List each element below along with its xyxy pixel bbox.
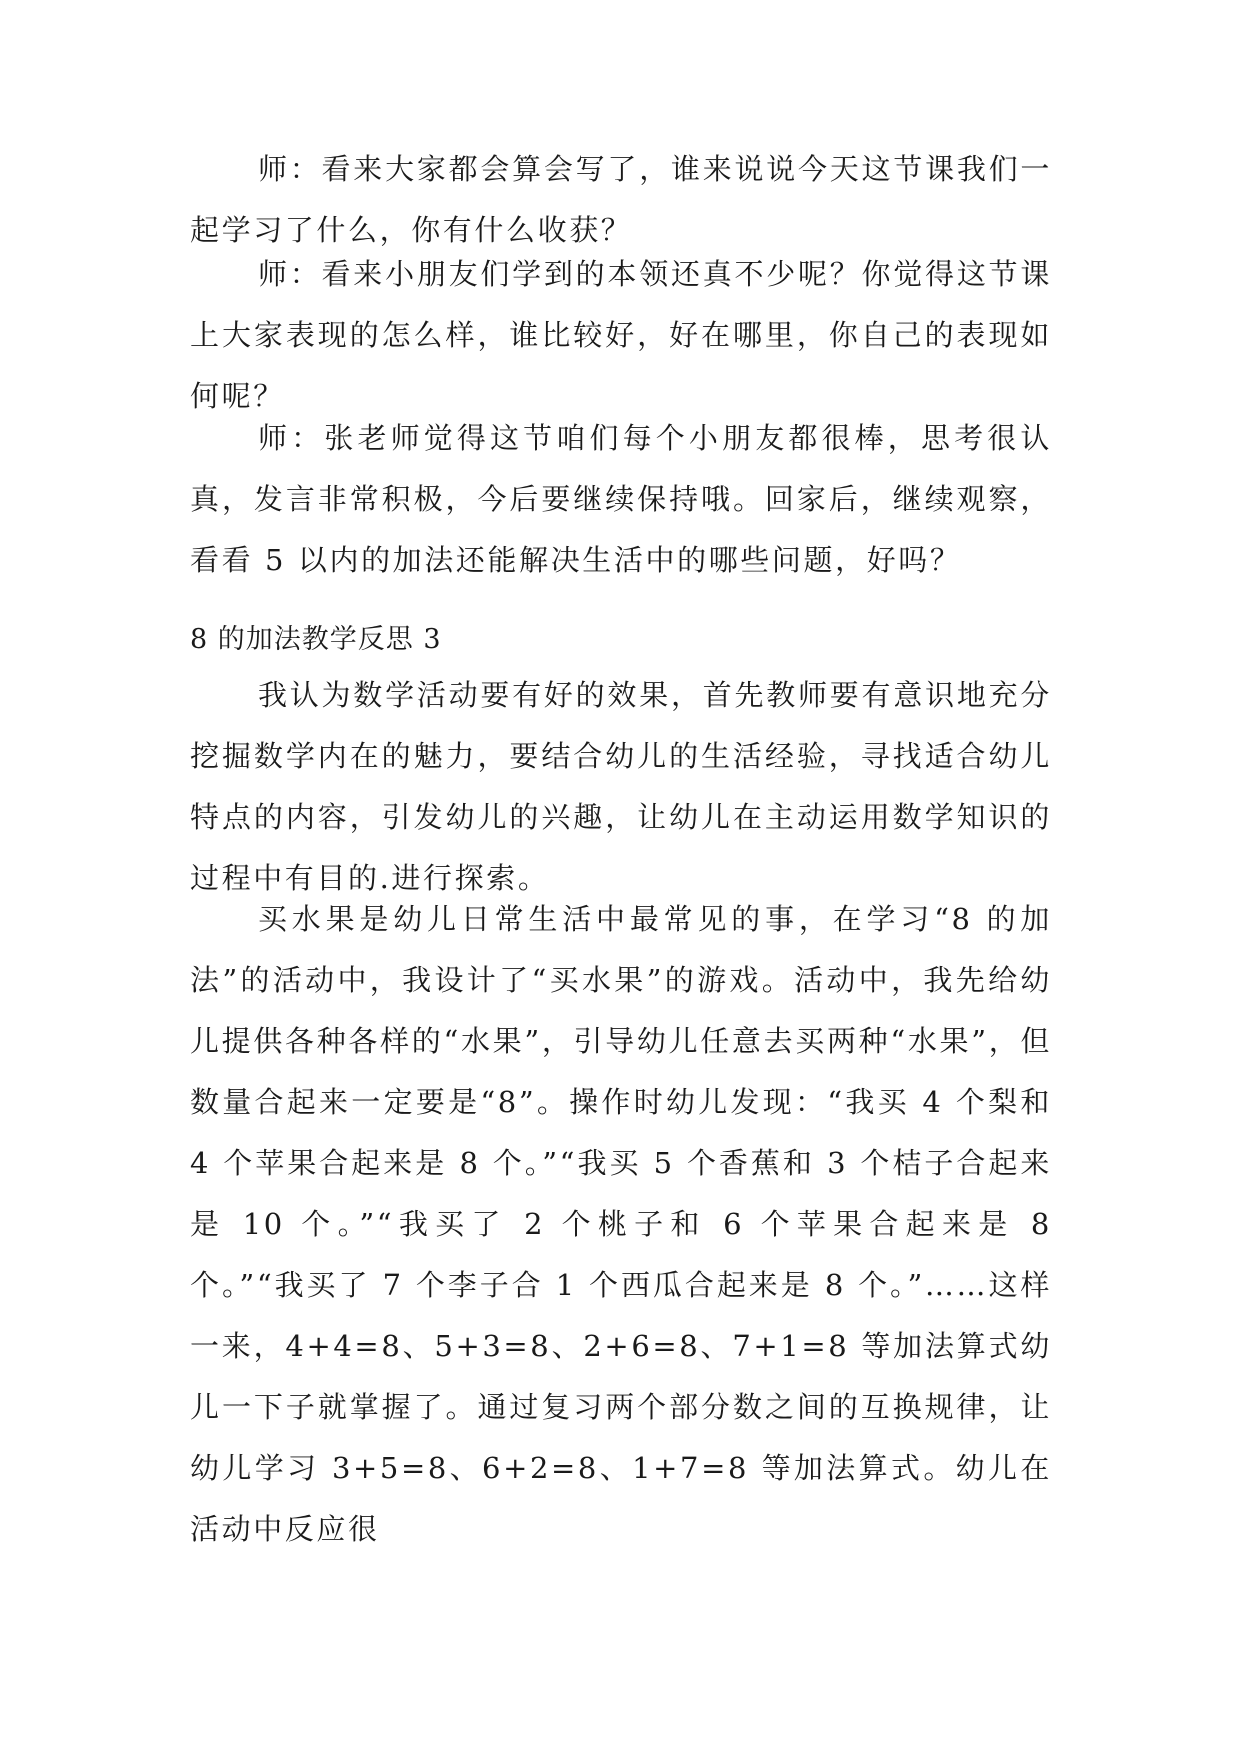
fruit-game-paragraph: 买水果是幼儿日常生活中最常见的事，在学习“8 的加法”的活动中，我设计了“买水果”的游戏。活动中，我先给幼儿提供各种各样的“水果”，引导幼儿任意去买两种“水果”，但数量合起来一定要是“8”。操作时幼儿发现：“我买 4 个梨和 4 个苹果合起来是 8 个。”“我买 5 个香蕉和 3 个桔子合起来是 10 个。”“我买了 2 个桃子和 6 个苹果合起来是 8 个。”“我买了 7 个李子合 1 个西瓜合起来是 8 个。”……这样一来，4+4=8、5+3=8、2+6=8、7+1=8 等加法算式幼儿一下子就掌握了。通过复习两个部分数之间的互换规律，让幼儿学习 3+5=8、6+2=8、1+7=8 等加法算式。幼儿在活动中反应很 xyxy=(190,902,1052,1546)
teacher-question-paragraph: 师：看来大家都会算会写了，谁来说说今天这节课我们一起学习了什么，你有什么收获？ xyxy=(190,152,1052,247)
section-heading: 8 的加法教学反思 3 xyxy=(190,624,442,655)
teacher-evaluation-paragraph: 师：看来小朋友们学到的本领还真不少呢？你觉得这节课上大家表现的怎么样，谁比较好，好在哪里，你自己的表现如何呢？ xyxy=(190,257,1052,413)
teacher-closing-paragraph: 师：张老师觉得这节咱们每个小朋友都很棒，思考很认真，发言非常积极，今后要继续保持哦。回家后，继续观察，看看 5 以内的加法还能解决生活中的哪些问题，好吗？ xyxy=(190,421,1052,577)
reflection-intro-paragraph: 我认为数学活动要有好的效果，首先教师要有意识地充分挖掘数学内在的魅力，要结合幼儿的生活经验，寻找适合幼儿特点的内容，引发幼儿的兴趣，让幼儿在主动运用数学知识的过程中有目的.进行探索。 xyxy=(190,678,1052,895)
